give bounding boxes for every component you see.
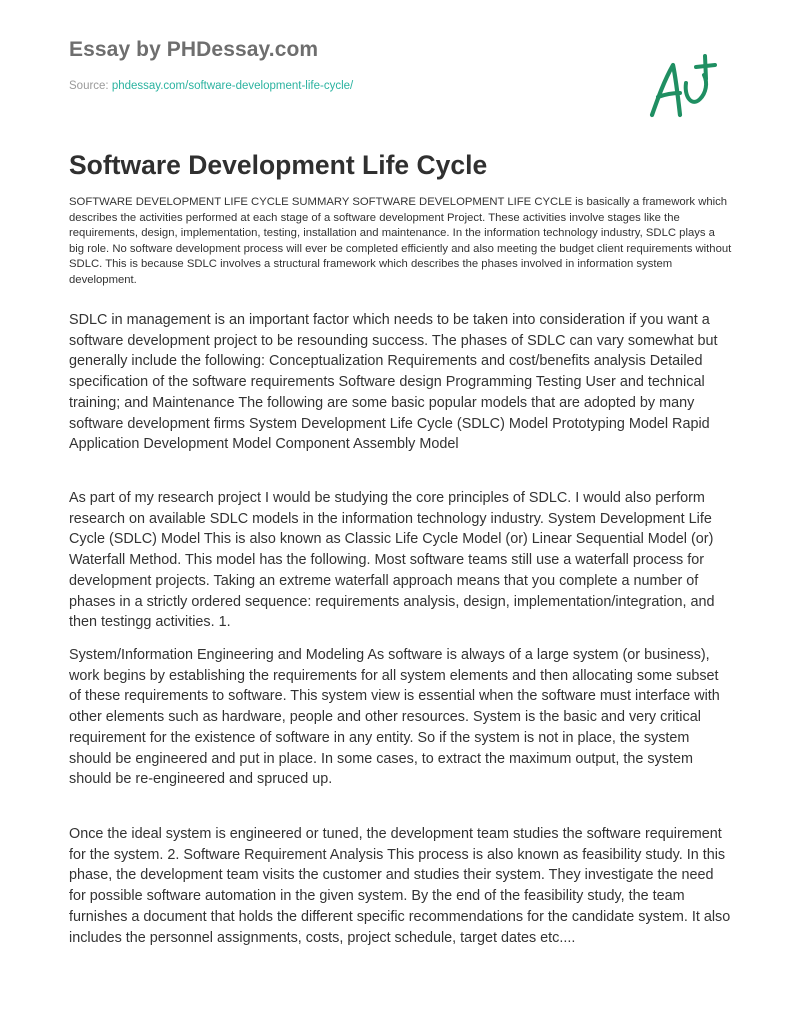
site-brand: Essay by PHDessay.com xyxy=(69,38,319,61)
body-paragraph-1: SDLC in management is an important factor which needs to be taken into consideration if you want a software development project to be resounding success. The phases of SDLC can vary somewhat but generally include the following: Conceptualization Requirements and cost/benefits analysis Detailed specification of the software requirements Software design Programming Testing User and technical training; and Maintenance The following are some basic popular models that are adopted by many software development firms System Development Life Cycle (SDLC) Model Prototyping Model Rapid Application Development Model Component Assembly Model xyxy=(69,312,718,453)
body-paragraph-3: System/Information Engineering and Modeling As software is always of a large system (or business), work begins by establishing the requirements for all system elements and then allocating some subset of these requirements to software. This system view is essential when the software must interface with other elements such as hardware, people and other resources. System is the basic and very critical requirement for the existence of software in any entity. So if the system is not in place, the system should be engineered and put in place. In some cases, to extract the maximum output, the system should be re-engineered and spruced up. xyxy=(69,647,720,788)
a-plus-logo-icon xyxy=(640,53,720,123)
body-paragraph-2: As part of my research project I would be studying the core principles of SDLC. I would also perform research on available SDLC models in the information technology industry. System Development Life Cycle (SDLC) Model This is also known as Classic Life Cycle Model (or) Linear Sequential Model (or) Waterfall Method. This model has the following. Most software teams still use a waterfall process for development projects. Taking an extreme waterfall approach means that you complete a number of phases in a strictly ordered sequence: requirements analysis, design, implementation/integration, and then testingg activities. 1. xyxy=(69,490,715,631)
source-link[interactable]: phdessay.com/software-development-life-cycle/ xyxy=(111,80,354,92)
summary-paragraph: SOFTWARE DEVELOPMENT LIFE CYCLE SUMMARY SOFTWARE DEVELOPMENT LIFE CYCLE is basically a framework which describes the activities performed at each stage of a software development Project. These activities involve stages like the requirements, design, implementation, testing, installation and maintenance. In the information technology industry, SDLC plays a big role. No software development process will ever be completed efficiently and also meeting the budget client requirements without SDLC. This is because SDLC involves a structural framework which describes the phases involved in information system development. xyxy=(69,196,732,286)
body-paragraph-4: Once the ideal system is engineered or tuned, the development team studies the software requirement for the system. 2. Software Requirement Analysis This process is also known as feasibility study. In this phase, the development team visits the customer and studies their system. They investigate the need for possible software automation in the given system. By the end of the feasibility study, the team furnishes a document that holds the different specific recommendations for the candidate system. It also includes the personnel assignments, costs, project schedule, target dates etc.... xyxy=(69,826,731,946)
source-line xyxy=(69,80,353,92)
source-label: Source: xyxy=(69,80,112,92)
document-title: Software Development Life Cycle xyxy=(69,150,488,180)
